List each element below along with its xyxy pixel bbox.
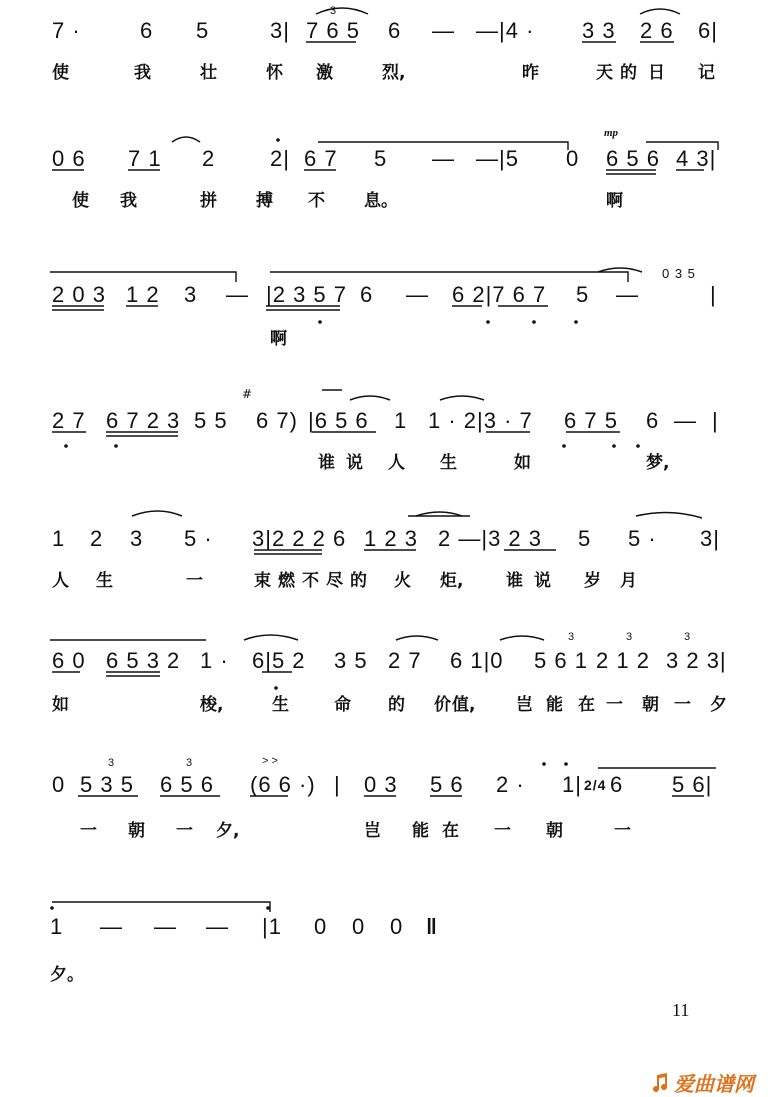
lyric-syllable: 怀 — [266, 62, 283, 83]
sharp-accidental: # — [242, 387, 253, 401]
note-group: 1 — [50, 914, 64, 939]
note-group: 0 — [52, 772, 66, 797]
note-group: | — [712, 408, 719, 433]
lyric-syllable: 使 — [72, 190, 89, 211]
note-group: 2 — [202, 146, 216, 171]
notation-row-1 — [44, 14, 733, 48]
notation-row-4 — [44, 404, 733, 438]
lyric-syllable: 梭, — [200, 694, 224, 715]
note-group: 1 · — [200, 648, 229, 673]
lyric-syllable: 夕 — [710, 694, 727, 715]
lyric-syllable: 息。 — [364, 190, 398, 211]
lyric-syllable: 一 — [674, 694, 691, 715]
lyric-syllable: 记 — [698, 62, 715, 83]
lyric-row-1 — [44, 56, 733, 84]
lyric-syllable: 炬, — [440, 570, 464, 591]
lyric-row-8 — [44, 958, 733, 986]
svg-text:3: 3 — [330, 5, 337, 17]
note-group: 3 3 — [582, 18, 616, 43]
note-group: 0 — [314, 914, 328, 939]
lyric-syllable: 能 — [412, 820, 429, 841]
note-group: 6 5 6 — [160, 772, 214, 797]
lyric-row-2 — [44, 184, 733, 212]
note-group: 5 — [374, 146, 388, 171]
note-group: —|5 — [476, 146, 519, 171]
note-group: 0 3 5 — [662, 266, 696, 281]
lyric-syllable: 我 — [120, 190, 137, 211]
lyric-syllable: 一 — [494, 820, 511, 841]
time-signature: 2/4 — [584, 777, 607, 793]
note-group: 6 5 6 — [606, 146, 660, 171]
note-group: 2 7 — [52, 408, 86, 433]
lyric-syllable: 使 — [52, 62, 69, 83]
lyric-syllable: 人 — [52, 570, 69, 591]
svg-text:3: 3 — [108, 757, 115, 769]
note-group: 6 7 5 — [564, 408, 618, 433]
site-watermark — [650, 1068, 754, 1097]
note-group: 6 2|7 6 7 — [452, 282, 547, 307]
note-group: 6 5 3 2 — [106, 648, 181, 673]
lyric-syllable: 如 — [52, 694, 69, 715]
lyric-syllable: 的 — [388, 694, 405, 715]
notation-row-6 — [44, 644, 733, 678]
notation-row-7 — [44, 768, 733, 802]
note-group: — — [154, 914, 177, 939]
lyric-syllable: 命 — [334, 694, 351, 715]
lyric-row-6 — [44, 688, 733, 716]
lyric-syllable: 一 — [606, 694, 623, 715]
note-group: 6 1|0 — [450, 648, 504, 673]
note-group: 2 · — [496, 772, 525, 797]
note-group: 5 3 5 — [80, 772, 134, 797]
lyric-syllable: 岂 — [516, 694, 533, 715]
note-group: 3 5 — [334, 648, 368, 673]
note-group: 1 2 — [126, 282, 160, 307]
page-number: 11 — [672, 1000, 690, 1020]
lyric-syllable: 烈, — [382, 62, 406, 83]
note-group: | — [334, 772, 341, 797]
svg-text:3: 3 — [568, 631, 575, 643]
lyric-syllable: 谁 — [318, 452, 335, 473]
lyric-syllable: 搏 — [256, 190, 273, 211]
lyric-syllable: 夕。 — [50, 964, 84, 985]
note-group: — — [432, 146, 455, 171]
note-group: |2 3 5 7 — [266, 282, 347, 307]
lyric-syllable: 束 — [254, 570, 271, 591]
lyric-syllable: 如 — [514, 452, 531, 473]
note-group: 2 1 2 — [596, 648, 650, 673]
lyric-syllable: 值, — [452, 694, 476, 715]
music-note-icon — [650, 1072, 670, 1094]
note-group: — — [674, 408, 697, 433]
note-group: — — [432, 18, 455, 43]
note-group: 7 · — [52, 18, 81, 43]
lyric-syllable: 能 — [546, 694, 563, 715]
lyric-syllable: 生 — [272, 694, 289, 715]
lyric-syllable: 的 — [350, 570, 367, 591]
note-group: —|4 · — [476, 18, 535, 43]
lyric-syllable: 说 — [346, 452, 363, 473]
note-group: |6 5 6 — [308, 408, 369, 433]
note-group: 2 6 — [640, 18, 674, 43]
note-group: 1 2 3 — [364, 526, 418, 551]
lyric-syllable: 燃 — [278, 570, 295, 591]
lyric-syllable: 尽 — [326, 570, 343, 591]
note-group: 3 — [130, 526, 144, 551]
svg-text:3: 3 — [684, 631, 691, 643]
lyric-syllable: 岁 — [584, 570, 601, 591]
lyric-syllable: 一 — [176, 820, 193, 841]
lyric-syllable: 一 — [614, 820, 631, 841]
lyric-syllable: 火 — [394, 570, 411, 591]
note-group: 3 2 3| — [666, 648, 727, 673]
note-group: 6 — [646, 408, 660, 433]
note-group: 6 0 — [52, 648, 86, 673]
note-group: — — [406, 282, 429, 307]
note-group: — — [226, 282, 249, 307]
note-group: 3| — [700, 526, 720, 551]
note-group: 6 7) — [256, 408, 298, 433]
note-group: 0 6 — [52, 146, 86, 171]
lyric-syllable: 天 — [596, 62, 613, 83]
lyric-syllable: 的 — [620, 62, 637, 83]
lyric-syllable: 在 — [578, 694, 595, 715]
note-group: | — [710, 282, 717, 307]
notation-row-3 — [44, 266, 733, 312]
note-group: 2 — [90, 526, 104, 551]
note-group: 5 · — [184, 526, 213, 551]
final-barline: ‖ — [426, 914, 438, 939]
lyric-syllable: 梦, — [646, 452, 670, 473]
lyric-syllable: 在 — [442, 820, 459, 841]
note-group: 5 — [576, 282, 590, 307]
note-group: — — [616, 282, 639, 307]
lyric-syllable: 生 — [440, 452, 457, 473]
notation-row-5 — [44, 522, 733, 556]
lyric-syllable: 我 — [134, 62, 151, 83]
note-group: 0 — [566, 146, 580, 171]
lyric-syllable: 激 — [316, 62, 333, 83]
lyric-row-5 — [44, 564, 733, 592]
note-group: 6 — [388, 18, 402, 43]
note-group: 7 1 — [128, 146, 162, 171]
lyric-syllable: 昨 — [522, 62, 539, 83]
note-group: 2 —|3 2 3 — [438, 526, 542, 551]
lyric-syllable: 不 — [302, 570, 319, 591]
lyric-syllable: 不 — [308, 190, 325, 211]
note-group: 5 6| — [672, 772, 713, 797]
notation-row-2 — [44, 142, 733, 176]
lyric-syllable: 一 — [80, 820, 97, 841]
lyric-syllable: 夕, — [216, 820, 240, 841]
lyric-syllable: 生 — [96, 570, 113, 591]
note-group: 2 7 — [388, 648, 422, 673]
lyric-row-3 — [44, 322, 733, 350]
note-group: 6 — [610, 772, 624, 797]
note-group: 5 6 1 — [534, 648, 588, 673]
note-group: — — [100, 914, 123, 939]
note-group: 5 — [196, 18, 210, 43]
note-group: 0 3 — [364, 772, 398, 797]
note-group: — — [206, 914, 229, 939]
note-group: 5 6 — [430, 772, 464, 797]
note-group: 1 — [394, 408, 408, 433]
lyric-syllable: 一 — [186, 570, 203, 591]
watermark-text: 爱曲谱网 — [674, 1072, 754, 1096]
note-group: 5 — [578, 526, 592, 551]
lyric-syllable: 说 — [534, 570, 551, 591]
svg-text:3: 3 — [186, 757, 193, 769]
note-group: 1 · 2|3 · 7 — [428, 408, 533, 433]
note-group: 2| — [270, 146, 290, 171]
lyric-syllable: 谁 — [506, 570, 523, 591]
lyric-syllable: 朝 — [642, 694, 659, 715]
note-group: 1| — [562, 772, 582, 797]
lyric-syllable: 啊 — [270, 328, 287, 349]
note-group: 0 — [390, 914, 404, 939]
lyric-syllable: 拼 — [200, 190, 217, 211]
lyric-syllable: 壮 — [200, 62, 217, 83]
note-group: 6 — [140, 18, 154, 43]
note-group: 0 — [352, 914, 366, 939]
note-group: 5 · — [628, 526, 657, 551]
note-group: 1 — [52, 526, 66, 551]
lyric-syllable: 朝 — [546, 820, 563, 841]
lyric-row-7 — [44, 814, 733, 842]
note-group: (6 6 ·) — [250, 772, 316, 797]
lyric-syllable: 价 — [434, 694, 451, 715]
note-group: 6| — [698, 18, 718, 43]
lyric-syllable: 啊 — [606, 190, 623, 211]
note-group: 6 7 2 3 — [106, 408, 181, 433]
accent-marks: > > — [262, 755, 278, 767]
note-group: 5 5 — [194, 408, 228, 433]
notation-row-8 — [44, 910, 733, 944]
note-group: |1 — [262, 914, 282, 939]
note-group: 7 6 5 — [306, 18, 360, 43]
lyric-syllable: 人 — [388, 452, 405, 473]
lyric-syllable: 岂 — [364, 820, 381, 841]
note-group: 3| — [270, 18, 290, 43]
note-group: 2 0 3 — [52, 282, 106, 307]
lyric-row-4 — [44, 446, 733, 474]
note-group: 6 7 — [304, 146, 338, 171]
note-group: 3|2 2 2 6 — [252, 526, 347, 551]
lyric-syllable: 朝 — [128, 820, 145, 841]
note-group: 6|5 2 — [252, 648, 306, 673]
lyric-syllable: 月 — [620, 570, 637, 591]
note-group: 3 — [184, 282, 198, 307]
svg-text:3: 3 — [626, 631, 633, 643]
dynamic-mark: mp — [604, 127, 619, 139]
note-group: 4 3| — [676, 146, 717, 171]
note-group: 6 — [360, 282, 374, 307]
lyric-syllable: 日 — [648, 62, 665, 83]
